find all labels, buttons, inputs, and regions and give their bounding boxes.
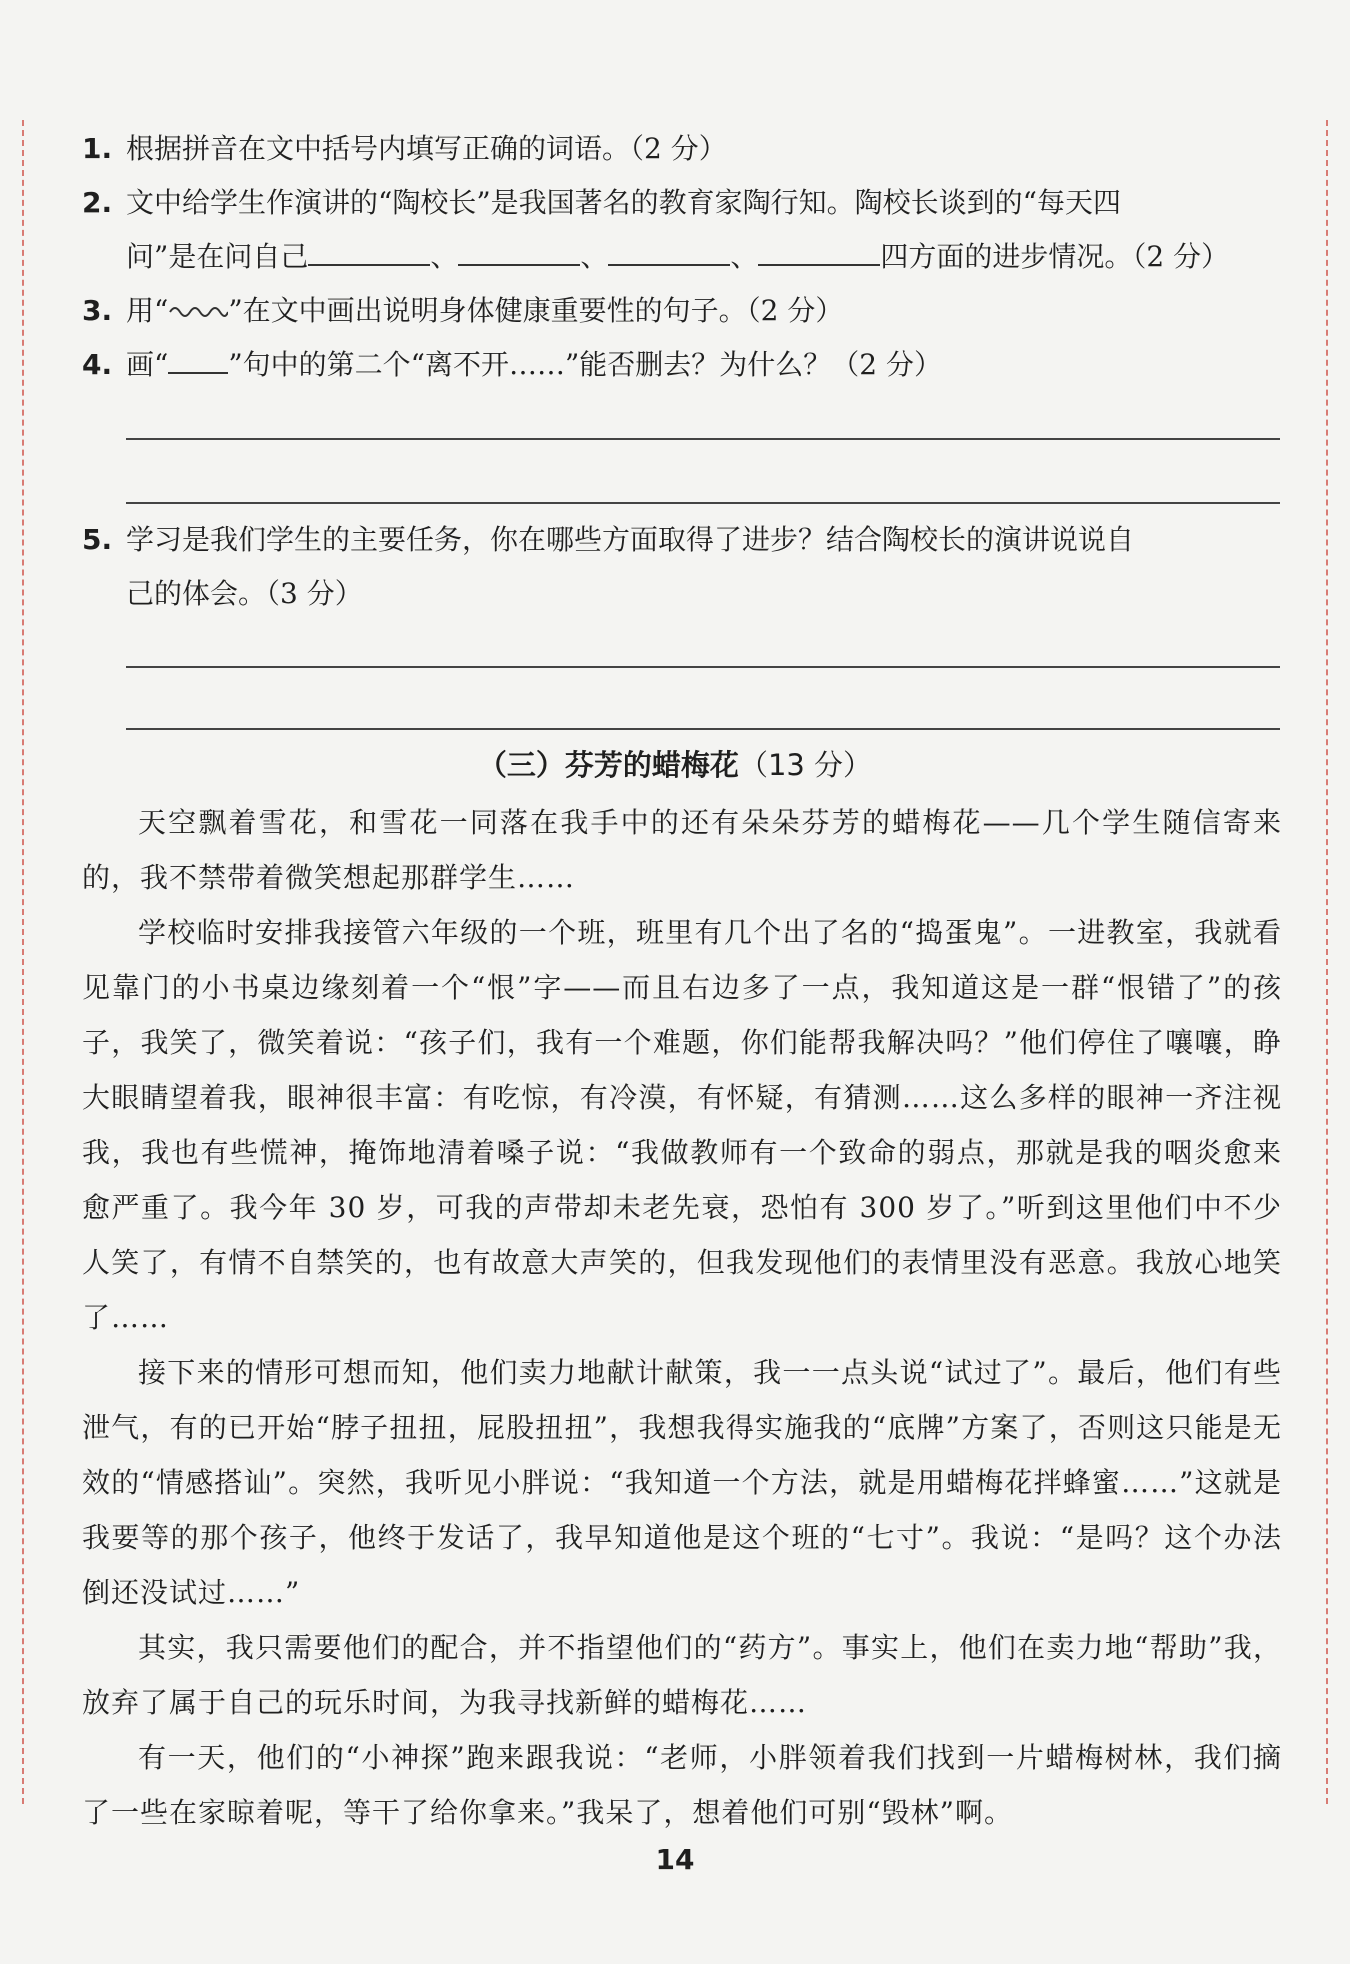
answer-blank-4[interactable] <box>758 230 880 266</box>
answer-line-q4-2[interactable] <box>126 502 1280 504</box>
passage-paragraph: 学校临时安排我接管六年级的一个班，班里有几个出了名的“捣蛋鬼”。一进教室，我就看见靠门的小书桌边缘刻着一个“恨”字——而且右边多了一点，我知道这是一群“恨错了”的孩子，我笑了，微笑着说：“孩子们，我有一个难题，你们能帮我解决吗？”他们停住了嚷嚷，睁大眼睛望着我，眼神很丰富：有吃惊，有冷漠，有怀疑，有猜测……这么多样的眼神一齐注视我，我也有些慌神，掩饰地清着嗓子说：“我做教师有一个致命的弱点，那就是我的咽炎愈来愈严重了。我今年 30 岁，可我的声带却未老先衰，恐怕有 300 岁了。”听到这里他们中不少人笑了，有情不自禁笑的，也有故意大声笑的，但我发现他们的表情里没有恶意。我放心地笑了…… <box>82 916 1282 1334</box>
question-text: 画“ <box>126 348 169 381</box>
section-score: （13 分） <box>738 748 873 782</box>
question-2 <box>82 176 1280 284</box>
passage-paragraph: 接下来的情形可想而知，他们卖力地献计献策，我一一点头说“试过了”。最后，他们有些泄气，有的已开始“脖子扭扭，屁股扭扭”，我想我得实施我的“底牌”方案了，否则这只能是无效的“情感搭讪”。突然，我听见小胖说：“我知道一个方法，就是用蜡梅花拌蜂蜜……”这就是我要等的那个孩子，他终于发话了，我早知道他是这个班的“七寸”。我说：“是吗？这个办法倒还没试过……” <box>82 1356 1282 1609</box>
question-text: 用“ <box>126 294 169 327</box>
question-1 <box>82 122 1280 176</box>
right-margin-line <box>1326 120 1328 1804</box>
separator: 、 <box>430 240 459 273</box>
answer-blank-2[interactable] <box>458 230 580 266</box>
question-4 <box>82 338 1280 392</box>
section-title <box>0 745 1350 785</box>
separator: 、 <box>580 240 609 273</box>
answer-line-q4-1[interactable] <box>126 438 1280 440</box>
answer-blank-1[interactable] <box>308 230 430 266</box>
question-text: 四方面的进步情况。（2 分） <box>880 240 1230 273</box>
question-text: ”句中的第二个“离不开……”能否删去？为什么？（2 分） <box>228 348 942 381</box>
question-3 <box>82 284 1280 338</box>
question-number: 5. <box>82 523 113 556</box>
question-number: 2. <box>82 186 113 219</box>
answer-blank-3[interactable] <box>608 230 730 266</box>
wavy-underline-icon <box>168 300 228 320</box>
reading-passage <box>82 795 1282 1840</box>
question-number: 3. <box>82 294 113 327</box>
question-number: 1. <box>82 132 113 165</box>
passage-paragraph: 有一天，他们的“小神探”跑来跟我说：“老师，小胖领着我们找到一片蜡梅树林，我们摘了一些在家晾着呢，等干了给你拿来。”我呆了，想着他们可别“毁林”啊。 <box>82 1741 1282 1829</box>
question-5 <box>82 513 1280 621</box>
question-number: 4. <box>82 348 113 381</box>
question-text: 学习是我们学生的主要任务，你在哪些方面取得了进步？结合陶校长的演讲说说自 <box>126 523 1135 556</box>
answer-line-q5-1[interactable] <box>126 666 1280 668</box>
page-number: 14 <box>655 1843 695 1876</box>
question-text: ”在文中画出说明身体健康重要性的句子。（2 分） <box>228 294 844 327</box>
passage-paragraph: 天空飘着雪花，和雪花一同落在我手中的还有朵朵芬芳的蜡梅花——几个学生随信寄来的，我不禁带着微笑想起那群学生…… <box>82 806 1282 894</box>
answer-line-q5-2[interactable] <box>126 728 1280 730</box>
straight-underline-sample <box>168 342 228 374</box>
question-text: 根据拼音在文中括号内填写正确的词语。（2 分） <box>126 132 727 165</box>
question-text: 己的体会。（3 分） <box>126 577 363 610</box>
question-text: 问”是在问自己 <box>126 240 309 273</box>
left-margin-line <box>22 120 24 1804</box>
section-title-text: （三）芬芳的蜡梅花 <box>477 748 739 782</box>
passage-paragraph: 其实，我只需要他们的配合，并不指望他们的“药方”。事实上，他们在卖力地“帮助”我，放弃了属于自己的玩乐时间，为我寻找新鲜的蜡梅花…… <box>82 1631 1282 1719</box>
question-text: 文中给学生作演讲的“陶校长”是我国著名的教育家陶行知。陶校长谈到的“每天四 <box>126 186 1121 219</box>
separator: 、 <box>730 240 759 273</box>
